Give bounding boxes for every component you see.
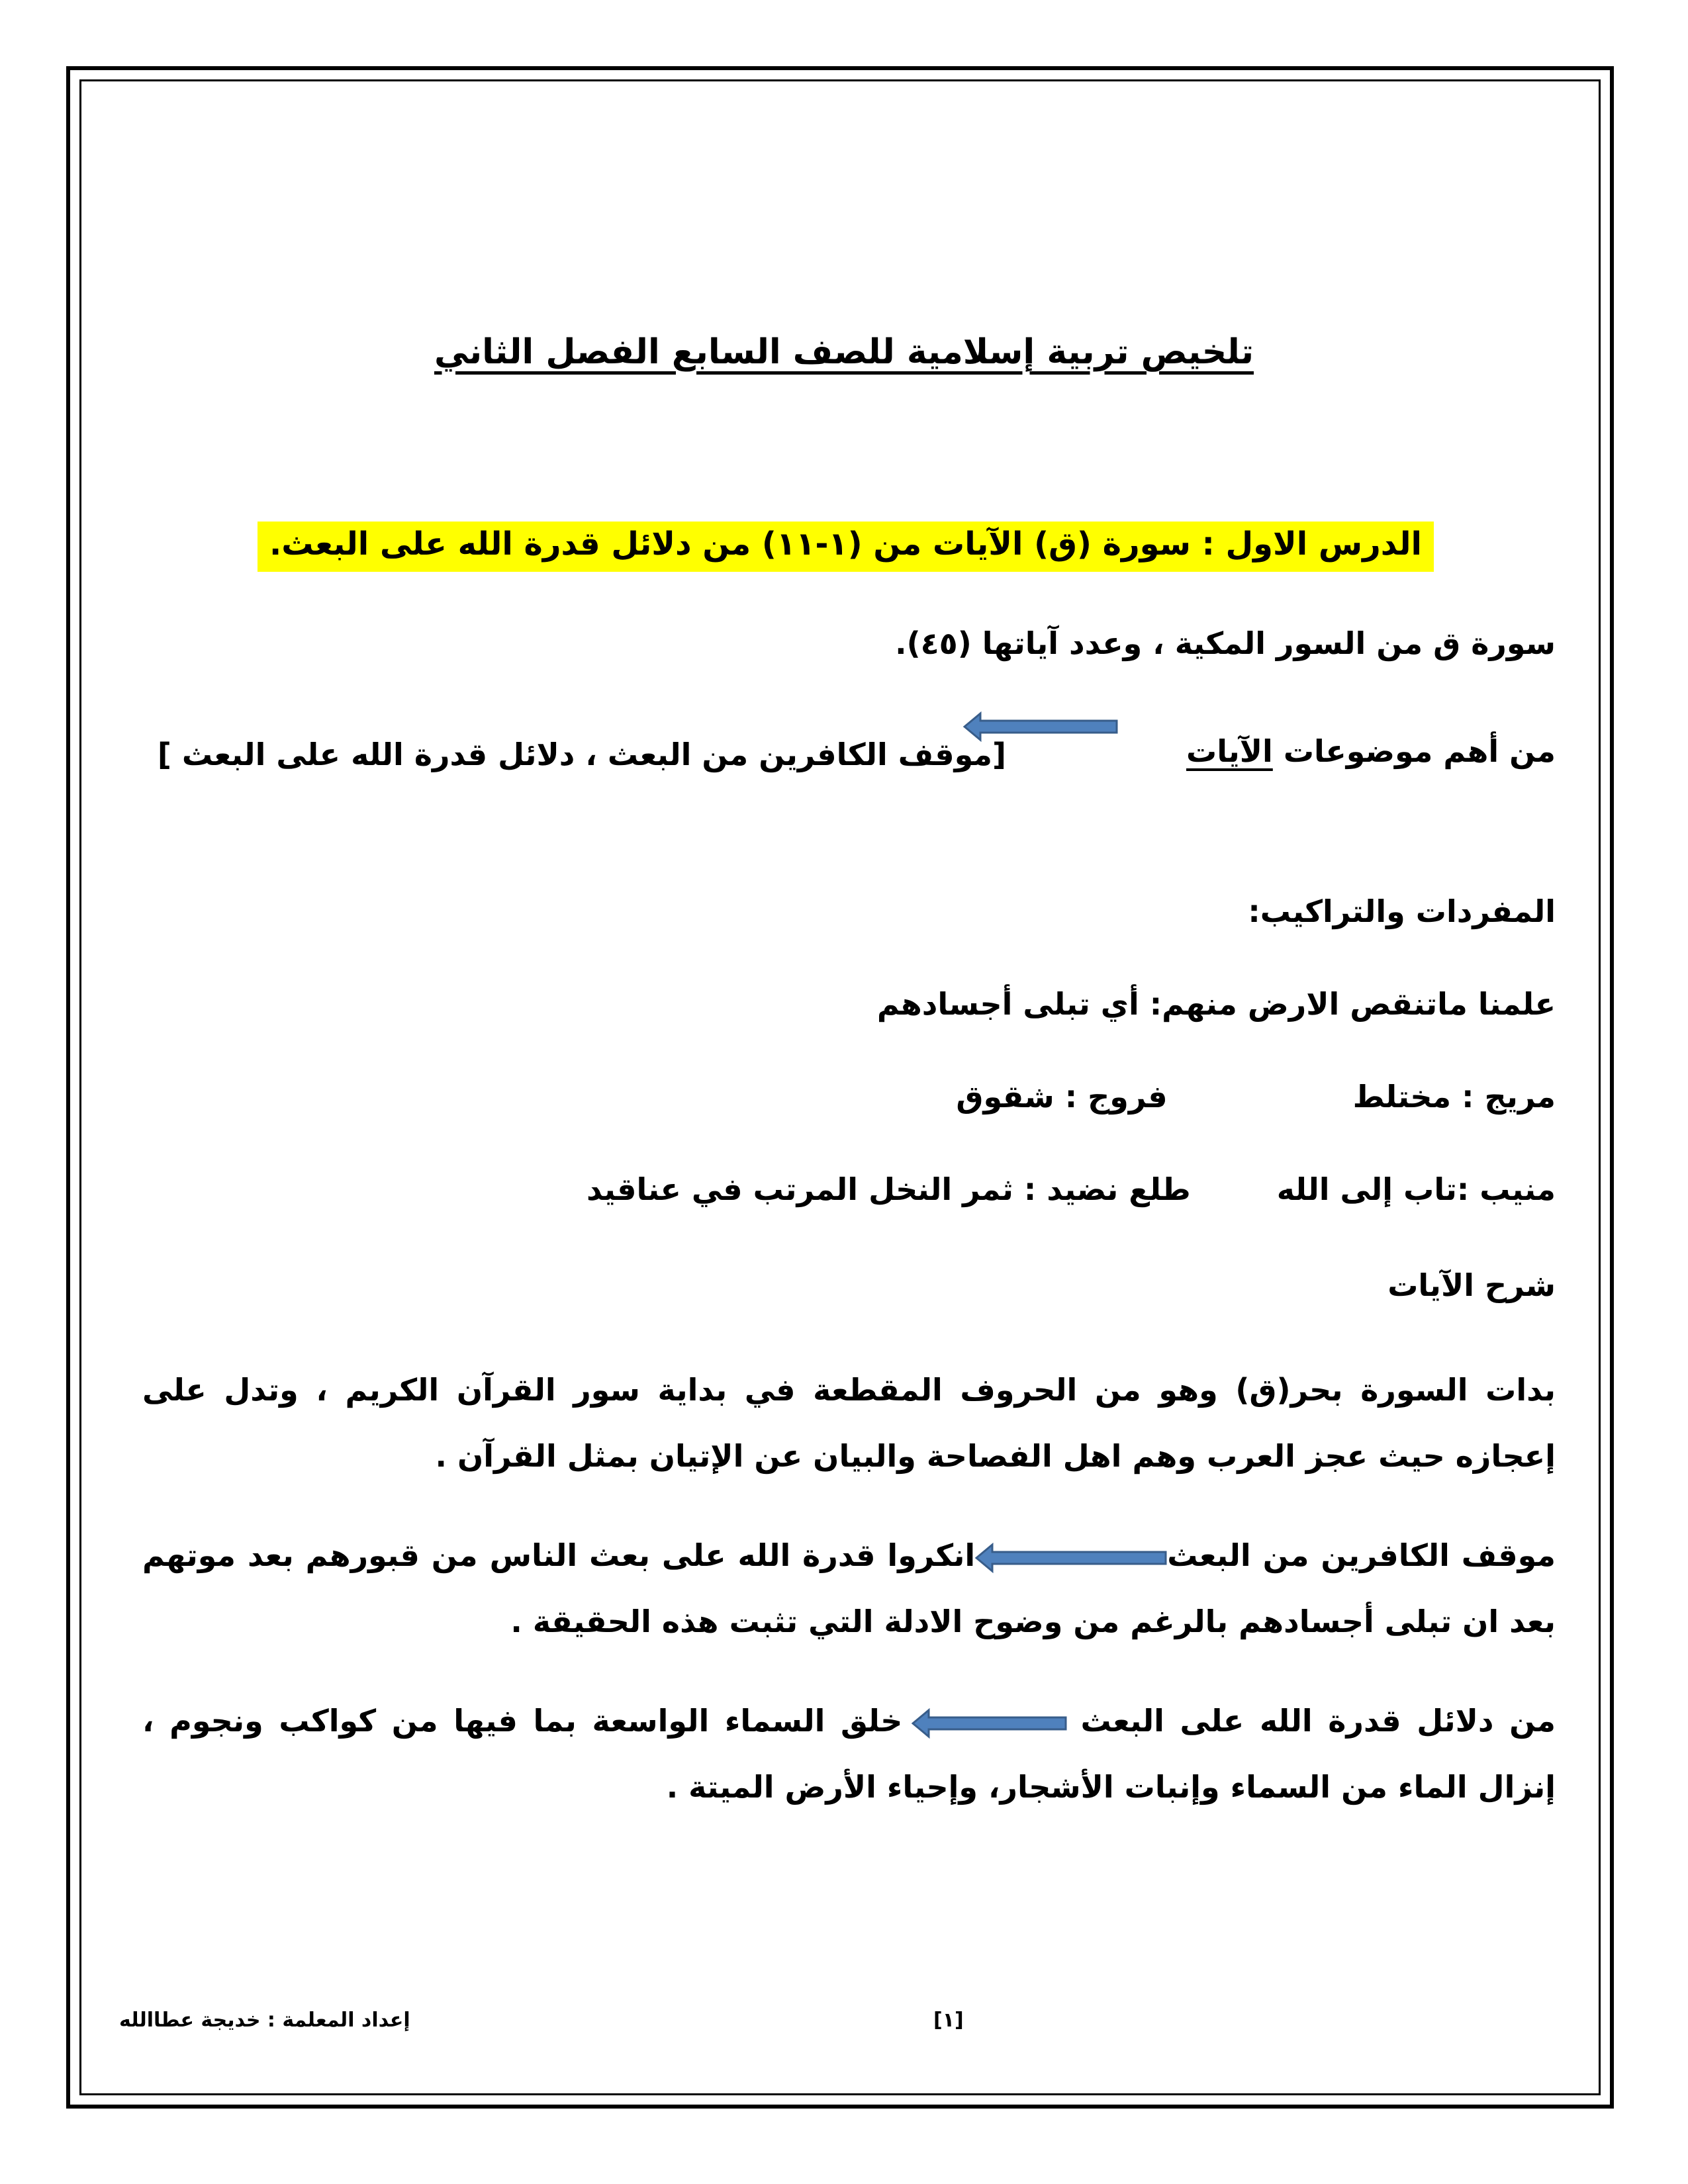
vocab-item: طلع نضيد : ثمر النخل المرتب في عناقيد	[586, 1171, 1191, 1207]
topics-content: [موقف الكافرين من البعث ، دلائل قدرة الله على البعث ]	[157, 737, 1006, 772]
paragraph-3	[142, 1688, 1556, 1820]
page-title: تلخيص تربية إسلامية للصف السابع الفصل الثاني	[434, 332, 1254, 372]
vocab-item: مريج : مختلط	[1352, 1079, 1556, 1115]
paragraph-2	[142, 1522, 1556, 1655]
vocab-row-2	[956, 1079, 1556, 1115]
vocab-item: منيب :تاب إلى الله	[1276, 1171, 1556, 1207]
footer-author: إعداد المعلمة : خديجة عطاالله	[119, 2009, 410, 2032]
topics-line	[1186, 733, 1556, 769]
vocab-heading: المفردات والتراكيب:	[1248, 893, 1556, 929]
vocab-item: علمنا ماتنقص الارض منهم: أي تبلى أجسادهم	[876, 986, 1556, 1022]
paragraph-2-text: انكروا قدرة الله على بعث الناس من قبورهم بعد موتهم بعد ان تبلى أجسادهم بالرغم من وضوح الادلة التي تثبت هذه الحقيقة .	[142, 1537, 1556, 1639]
paragraph-2-label: موقف الكافرين من البعث	[1167, 1537, 1556, 1573]
page-number: [١]	[933, 2009, 964, 2032]
intro-line: سورة ق من السور المكية ، وعدد آياتها (٤٥).	[895, 625, 1556, 661]
topics-prefix: من أهم موضوعات	[1272, 733, 1556, 769]
lesson-heading: الدرس الاول : سورة (ق) الآيات من (١-١١) من دلائل قدرة الله على البعث.	[258, 522, 1434, 572]
paragraph-3-label: من دلائل قدرة الله على البعث	[1080, 1703, 1556, 1739]
paragraph-3-text: خلق السماء الواسعة بما فيها من كواكب ونجوم ، إنزال الماء من السماء وإنبات الأشجار، وإحياء الأرض الميتة .	[142, 1703, 1556, 1805]
arrow-left-icon	[975, 1543, 1167, 1573]
arrow-left-icon	[912, 1708, 1067, 1739]
vocab-item: فروج : شقوق	[956, 1079, 1168, 1115]
topics-underlined-word: الآيات	[1186, 733, 1273, 769]
vocab-row-3	[586, 1171, 1556, 1207]
explanation-heading: شرح الآيات	[1387, 1267, 1556, 1303]
paragraph-1: بدات السورة بحر(ق) وهو من الحروف المقطعة في بداية سور القرآن الكريم ، وتدل على إعجازه حيث عجز العرب وهم اهل الفصاحة والبيان عن الإتيان بمثل القرآن .	[142, 1372, 1556, 1474]
